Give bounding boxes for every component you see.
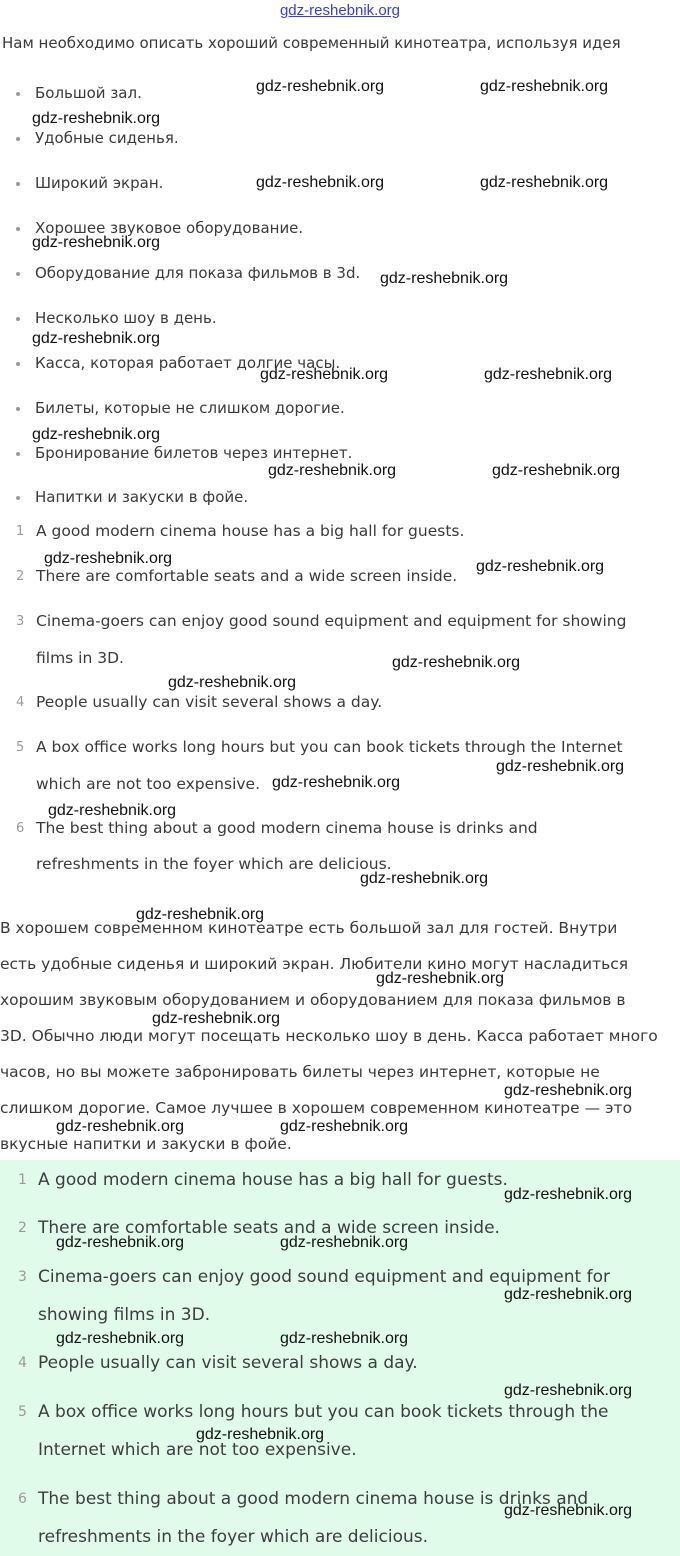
bullet-icon [16,227,20,231]
sentence-number: 4 [16,695,25,710]
watermark: gdz-reshebnik.org [380,270,509,287]
bullet-icon [16,452,20,456]
bullet-icon [16,317,20,321]
watermark: gdz-reshebnik.org [56,1234,185,1251]
sentence-text: Cinema-goers can enjoy good sound equipment and equipment for showing [36,612,627,630]
answer-text: People usually can visit several shows a day. [38,1353,418,1373]
watermark: gdz-reshebnik.org [360,870,489,887]
watermark: gdz-reshebnik.org [32,330,161,347]
watermark: gdz-reshebnik.org [280,1330,409,1347]
watermark: gdz-reshebnik.org [504,1382,633,1399]
answer-text: A box office works long hours but you can book tickets through the [38,1402,609,1422]
intro-text: Нам необходимо описать хороший современный кинотеатра, используя идея [2,34,621,52]
paragraph-line: В хорошем современном кинотеатре есть большой зал для гостей. Внутри [0,919,618,937]
watermark: gdz-reshebnik.org [32,234,161,251]
sentence-number: 2 [16,569,25,584]
watermark: gdz-reshebnik.org [480,174,609,191]
watermark: gdz-reshebnik.org [280,1118,409,1135]
answer-number: 3 [18,1269,27,1285]
sentence-text: There are comfortable seats and a wide screen inside. [36,567,458,585]
watermark: gdz-reshebnik.org [256,174,385,191]
bullet-icon [16,407,20,411]
answer-text-cont: showing films in 3D. [38,1305,211,1325]
bullet-icon [16,496,20,500]
bullet-icon [16,362,20,366]
paragraph-line: слишком дорогие. Самое лучшее в хорошем современном кинотеатре — это [0,1099,633,1117]
watermark: gdz-reshebnik.org [260,366,389,383]
answer-number: 2 [18,1220,27,1236]
watermark: gdz-reshebnik.org [272,774,401,791]
answer-number: 4 [18,1355,27,1371]
paragraph-line: 3D. Обычно люди могут посещать несколько шоу в день. Касса работает много [0,1027,658,1045]
answer-text-cont: Internet which are not too expensive. [38,1440,357,1460]
bullet-icon [16,137,20,141]
bullet-icon [16,182,20,186]
watermark: gdz-reshebnik.org [504,1286,633,1303]
sentence-number: 5 [16,740,25,755]
watermark: gdz-reshebnik.org [280,1234,409,1251]
watermark: gdz-reshebnik.org [136,906,265,923]
watermark: gdz-reshebnik.org [256,78,385,95]
sentence-number: 1 [16,524,25,539]
sentence-number: 3 [16,614,25,629]
answer-number: 5 [18,1404,27,1420]
watermark: gdz-reshebnik.org [268,462,397,479]
watermark: gdz-reshebnik.org [504,1186,633,1203]
sentence-text: People usually can visit several shows a day. [36,693,383,711]
paragraph-line: часов, но вы можете забронировать билеты через интернет, которые не [0,1063,600,1081]
answer-number: 1 [18,1172,27,1188]
sentence-text-cont: refreshments in the foyer which are delicious. [36,855,392,873]
watermark: gdz-reshebnik.org [504,1502,633,1519]
answer-box [0,1160,680,1556]
paragraph-line: есть удобные сиденья и широкий экран. Любители кино могут насладиться [0,955,629,973]
bullet-icon [16,92,20,96]
answer-text-cont: refreshments in the foyer which are delicious. [38,1527,429,1547]
answer-number: 6 [18,1491,27,1507]
paragraph-line: хорошим звуковым оборудованием и оборудованием для показа фильмов в [0,991,626,1009]
sentence-text: A box office works long hours but you can book tickets through the Internet [36,738,623,756]
watermark: gdz-reshebnik.org [196,1426,325,1443]
paragraph-line: вкусные напитки и закуски в фойе. [0,1135,292,1153]
watermark: gdz-reshebnik.org [56,1118,185,1135]
sentence-number: 6 [16,821,25,836]
bullet-icon [16,272,20,276]
sentence-text-cont: films in 3D. [36,649,124,667]
answer-text: There are comfortable seats and a wide screen inside. [38,1218,500,1238]
watermark: gdz-reshebnik.org [476,558,605,575]
watermark: gdz-reshebnik.org [484,366,613,383]
watermark: gdz-reshebnik.org [376,970,505,987]
watermark: gdz-reshebnik.org [32,426,161,443]
watermark: gdz-reshebnik.org [168,674,297,691]
watermark: gdz-reshebnik.org [56,1330,185,1347]
answer-text: A good modern cinema house has a big hall for guests. [38,1170,508,1190]
sentence-text-cont: which are not too expensive. [36,775,261,793]
watermark: gdz-reshebnik.org [152,1010,281,1027]
answer-text: Cinema-goers can enjoy good sound equipment and equipment for [38,1267,610,1287]
watermark: gdz-reshebnik.org [48,802,177,819]
watermark: gdz-reshebnik.org [32,110,161,127]
watermark: gdz-reshebnik.org [504,1082,633,1099]
watermark: gdz-reshebnik.org [480,78,609,95]
watermark: gdz-reshebnik.org [44,550,173,567]
watermark: gdz-reshebnik.org [492,462,621,479]
sentence-text: The best thing about a good modern cinema house is drinks and [36,819,538,837]
answer-text: The best thing about a good modern cinema house is drinks and [38,1489,589,1509]
watermark: gdz-reshebnik.org [496,758,625,775]
sentence-text: A good modern cinema house has a big hall for guests. [36,522,465,540]
watermark: gdz-reshebnik.org [392,654,521,671]
site-link[interactable]: gdz-reshebnik.org [279,2,401,19]
